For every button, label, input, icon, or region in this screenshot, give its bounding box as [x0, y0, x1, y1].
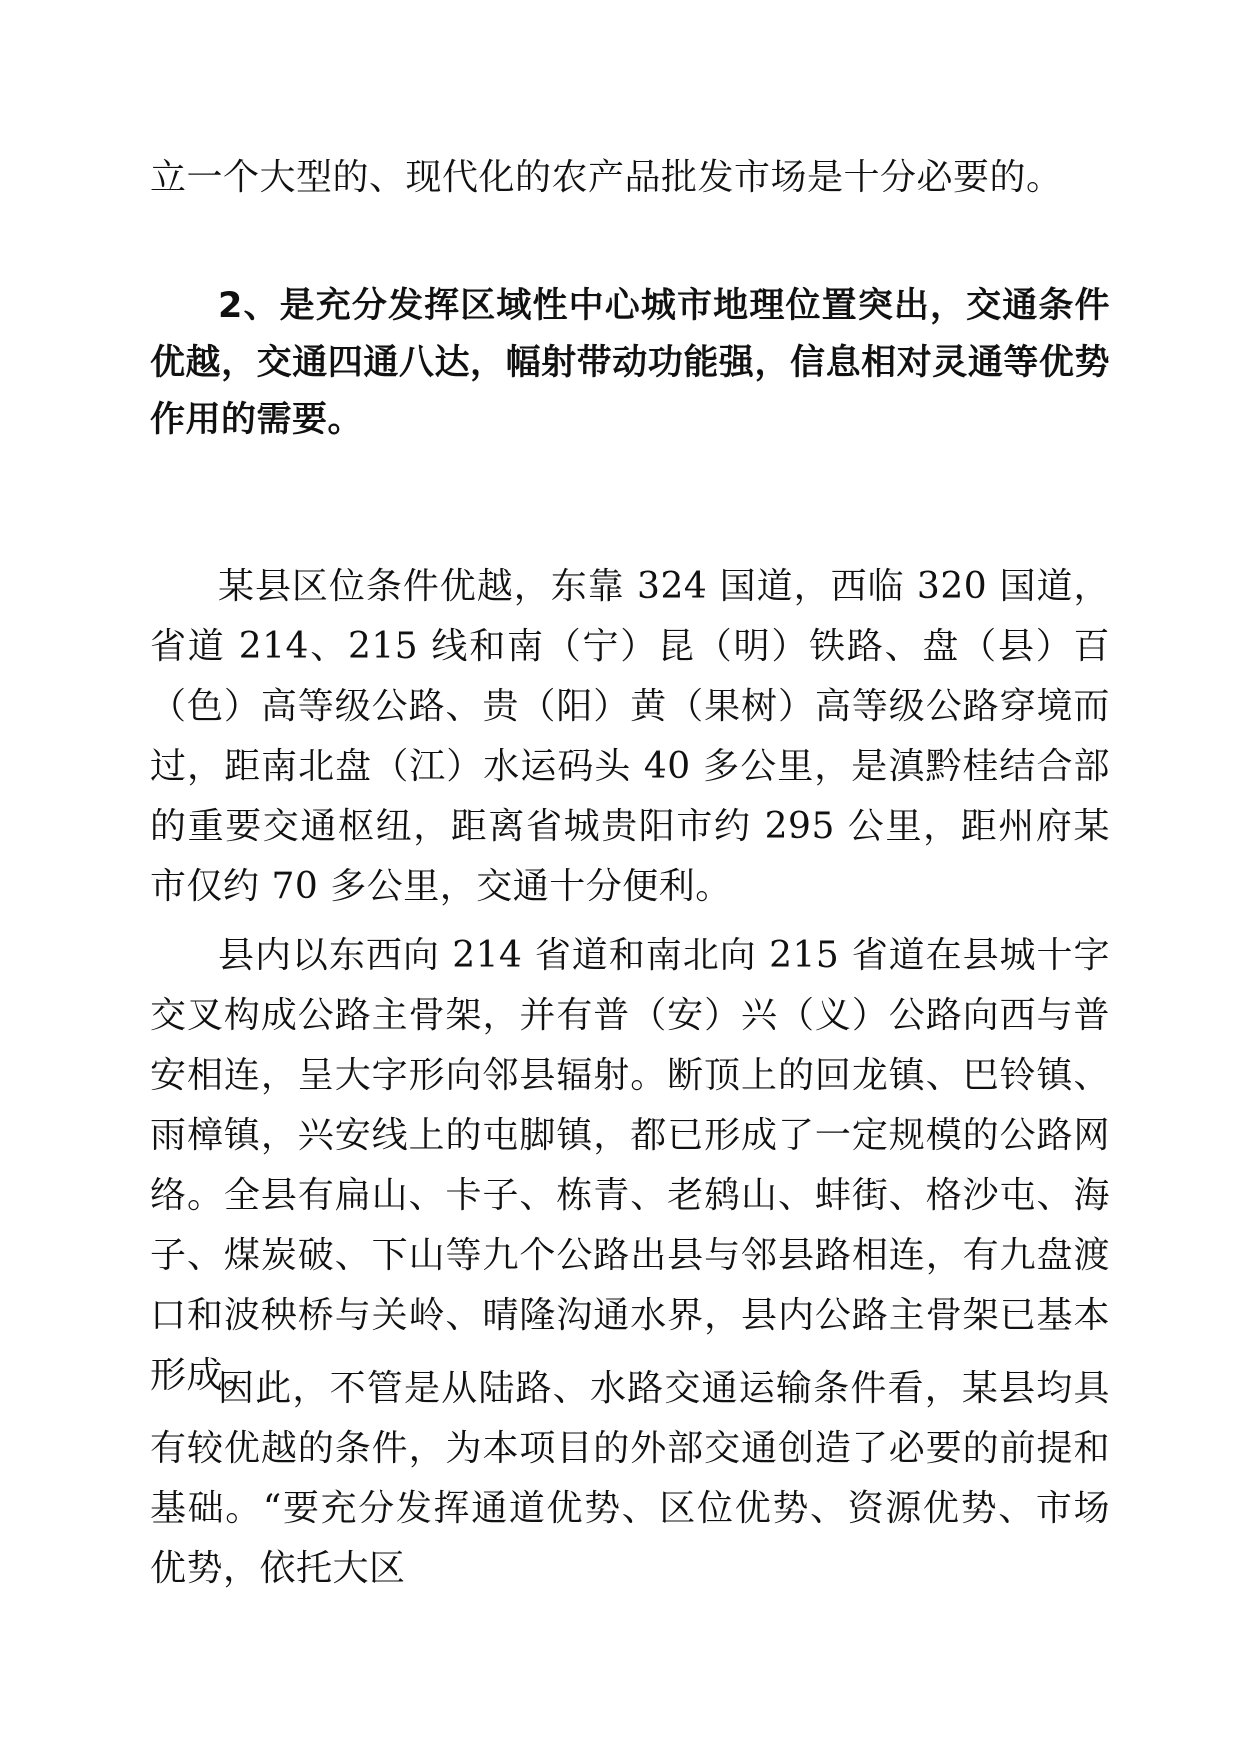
section-heading: 2、是充分发挥区域性中心城市地理位置突出，交通条件优越，交通四通八达，幅射带动功能强，信息相对灵通等优势作用的需要。 — [150, 286, 1110, 440]
continuation-paragraph: 立一个大型的、现代化的农产品批发市场是十分必要的。 — [150, 157, 1063, 198]
body-paragraph: 县内以东西向 214 省道和南北向 215 省道在县城十字交叉构成公路主骨架，并有普（安）兴（义）公路向西与普安相连，呈大字形向邻县辐射。断顶上的回龙镇、巴铃镇、雨樟镇，兴安线上的屯脚镇，都已形成了一定规模的公路网络。全县有扁山、卡子、栋青、老鸫山、蚌街、格沙屯、海子、煤炭破、下山等九个公路出县与邻县路相连，有九盘渡口和波秧桥与关岭、晴隆沟通水界，县内公路主骨架已基本形成。 — [150, 935, 1110, 1396]
body-paragraph: 因此，不管是从陆路、水路交通运输条件看，某县均具有较优越的条件，为本项目的外部交通创造了必要的前提和基础。“要充分发挥通道优势、区位优势、资源优势、市场优势，依托大区 — [150, 1368, 1110, 1589]
body-paragraph: 某县区位条件优越，东靠 324 国道，西临 320 国道，省道 214、215 线和南（宁）昆（明）铁路、盘（县）百（色）高等级公路、贵（阳）黄（果树）高等级公路穿境而过，距南北盘（江）水运码头 40 多公里，是滇黔桂结合部的重要交通枢纽，距离省城贵阳市约 295 公里，距州府某市仅约 70 多公里，交通十分便利。 — [150, 566, 1110, 907]
